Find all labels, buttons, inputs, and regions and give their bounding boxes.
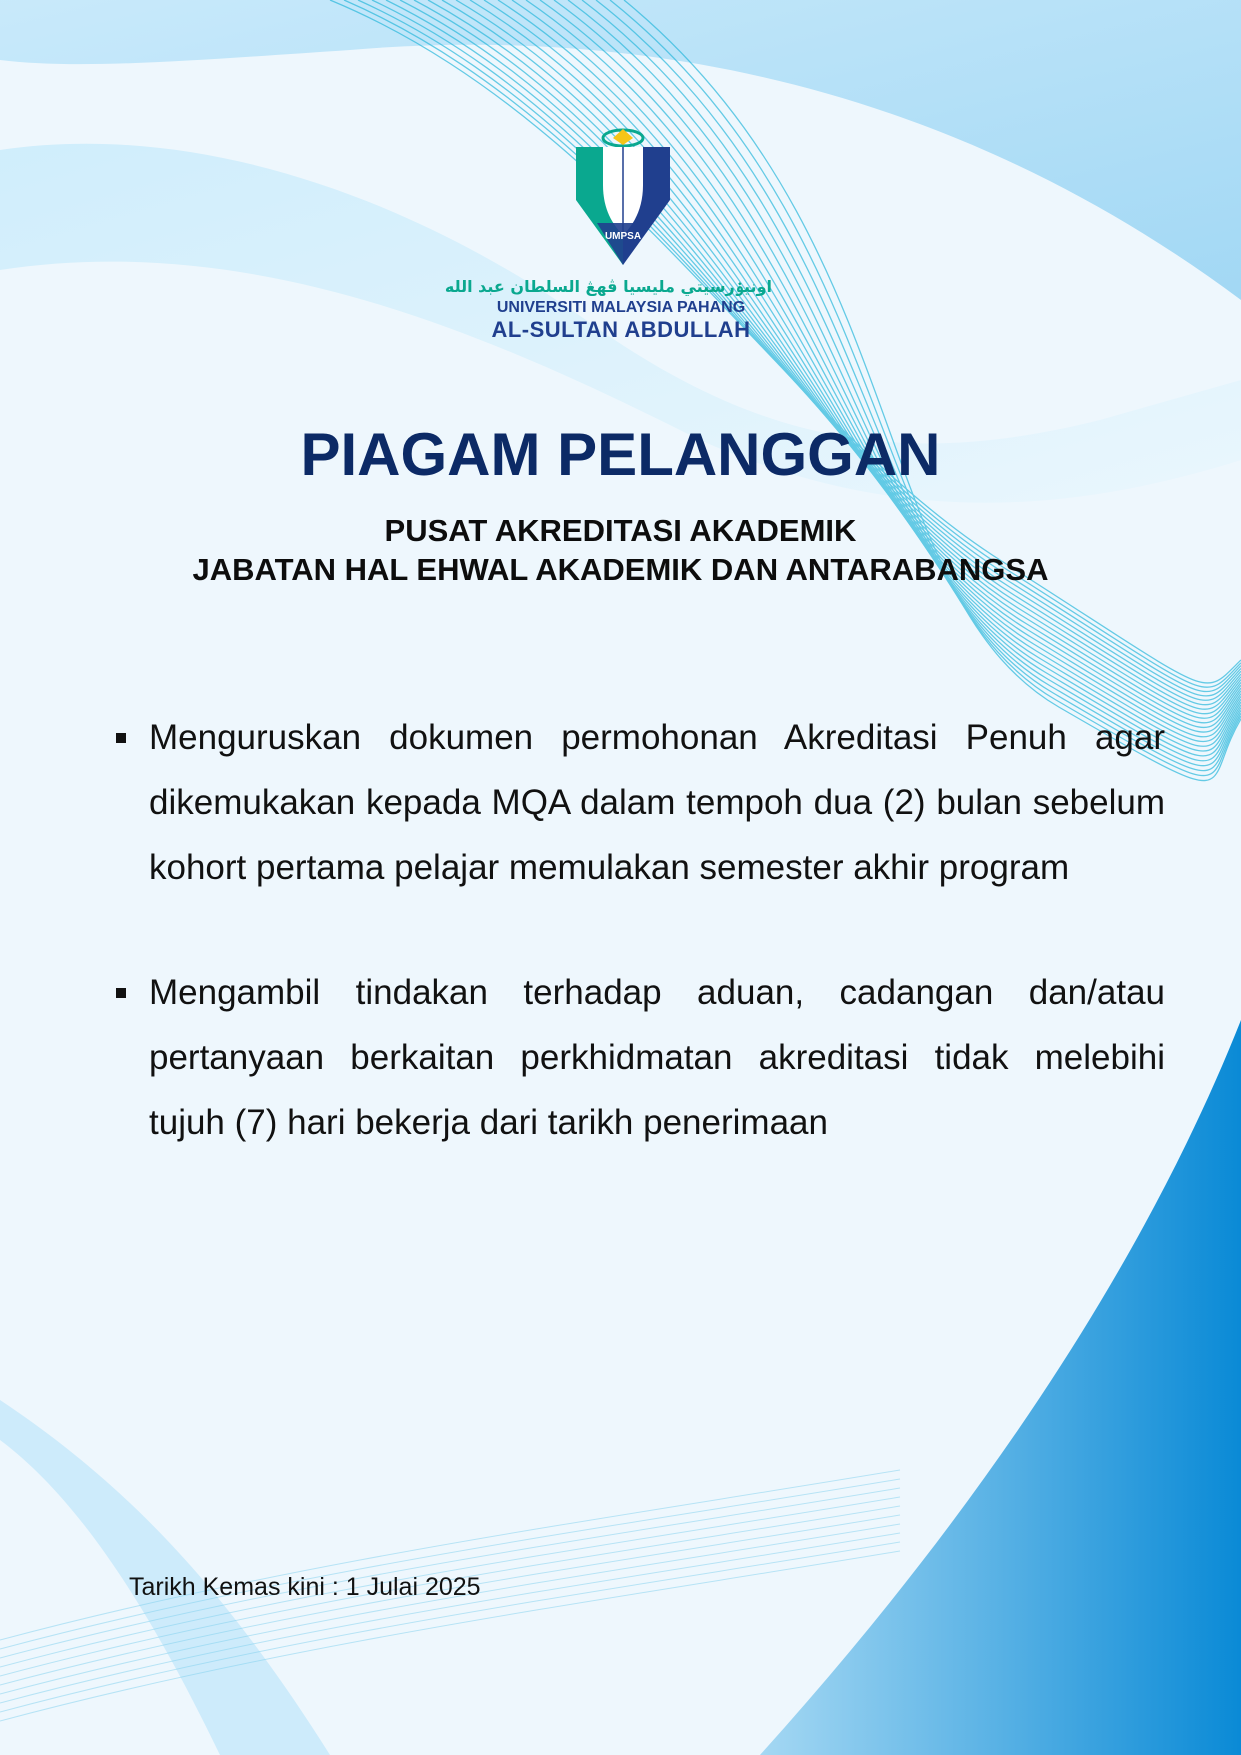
square-bullet-icon: [116, 988, 126, 998]
charter-list: [110, 705, 1165, 1155]
logo-arabic-name: اونيۏرسيتي مليسيا ڤهڠ السلطان عبد الله: [444, 277, 772, 296]
university-logo: [444, 125, 772, 345]
square-bullet-icon: [116, 733, 126, 743]
logo-university-suffix: AL-SULTAN ABDULLAH: [491, 317, 751, 342]
charter-item: [110, 960, 1165, 1155]
subtitle-centre: PUSAT AKREDITASI AKADEMIK: [384, 513, 857, 548]
charter-item-text: Menguruskan dokumen permohonan Akreditasi Penuh agar dikemukakan kepada MQA dalam tempoh dua (2) bulan sebelum kohort pertama pelajar memulakan semester akhir program: [149, 718, 1165, 887]
charter-item-text: Mengambil tindakan terhadap aduan, cadangan dan/atau pertanyaan berkaitan perkhidmatan akreditasi tidak melebihi tujuh (7) hari bekerja dari tarikh penerimaan: [149, 973, 1165, 1142]
page-title: PIAGAM PELANGGAN: [300, 421, 941, 488]
shield-emblem: [573, 125, 673, 270]
logo-university-name: UNIVERSITI MALAYSIA PAHANG: [496, 299, 746, 316]
charter-item: [110, 705, 1165, 900]
shield-label: UMPSA: [604, 231, 642, 242]
subtitle-department: JABATAN HAL EHWAL AKADEMIK DAN ANTARABANGSA: [192, 552, 1049, 587]
subtitle: [0, 511, 1241, 589]
update-date: Tarikh Kemas kini : 1 Julai 2025: [129, 1573, 481, 1601]
